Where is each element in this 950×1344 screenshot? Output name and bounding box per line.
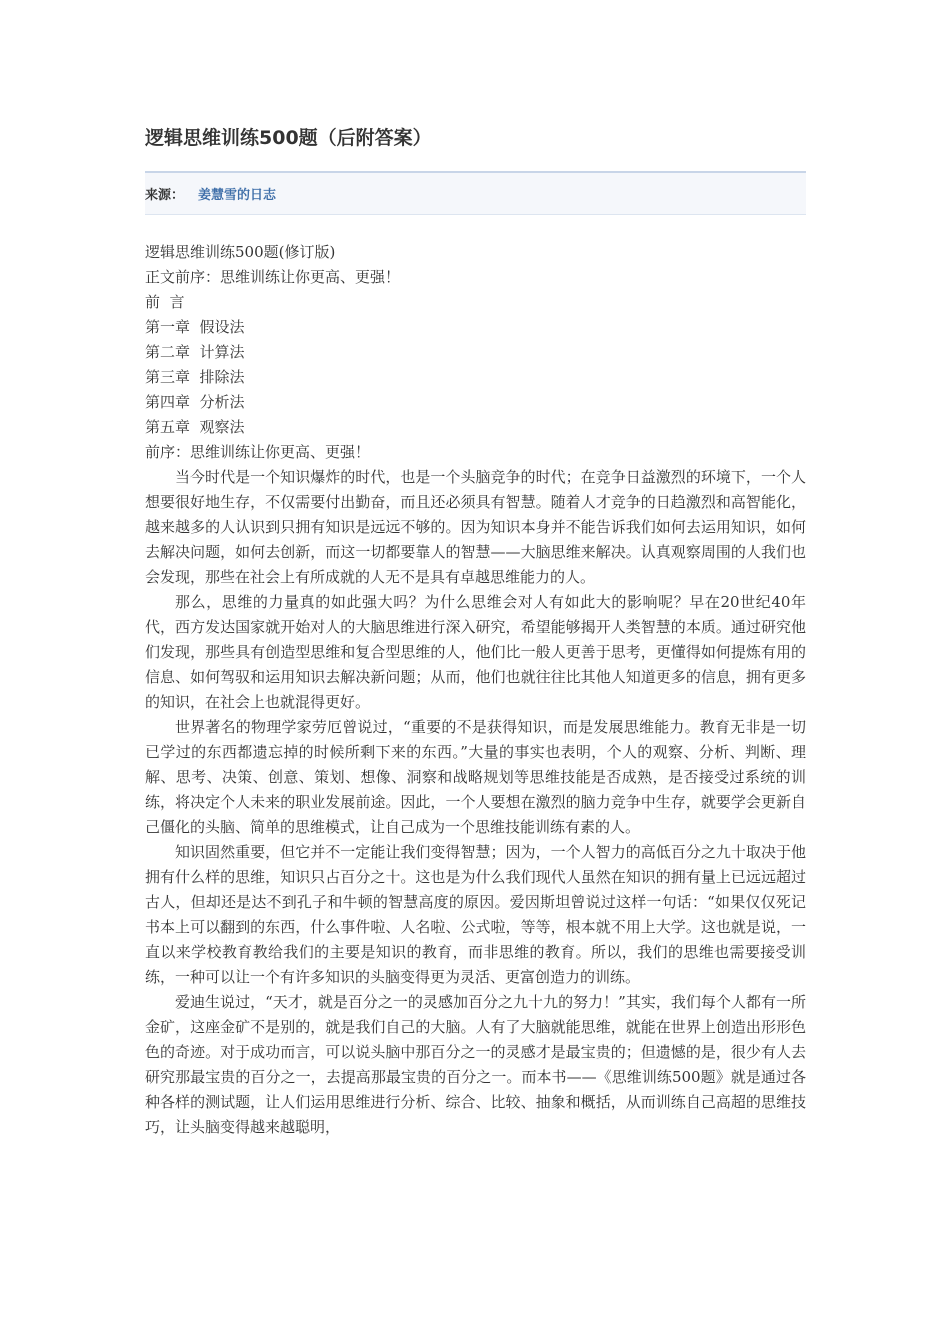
toc-line: 前 言	[145, 293, 185, 311]
article-body	[145, 240, 806, 1140]
toc-line: 第四章 分析法	[145, 393, 245, 411]
toc-line: 第一章 假设法	[145, 318, 245, 336]
toc-line: 第五章 观察法	[145, 418, 245, 436]
toc-line: 第二章 计算法	[145, 343, 245, 361]
body-paragraph: 那么，思维的力量真的如此强大吗？为什么思维会对人有如此大的影响呢？早在20世纪40年代，西方发达国家就开始对人的大脑思维进行深入研究，希望能够揭开人类智慧的本质。通过研究他们发现，那些具有创造型思维和复合型思维的人，他们比一般人更善于思考，更懂得如何提炼有用的信息、如何驾驭和运用知识去解决新问题；从而，他们也就往往比其他人知道更多的信息，拥有更多的知识，在社会上也就混得更好。	[145, 593, 806, 711]
body-paragraph: 爱迪生说过，“天才，就是百分之一的灵感加百分之九十九的努力！”其实，我们每个人都有一所金矿，这座金矿不是别的，就是我们自己的大脑。人有了大脑就能思维，就能在世界上创造出形形色色的奇迹。对于成功而言，可以说头脑中那百分之一的灵感才是最宝贵的；但遗憾的是，很少有人去研究那最宝贵的百分之一，去提高那最宝贵的百分之一。而本书——《思维训练500题》就是通过各种各样的测试题，让人们运用思维进行分析、综合、比较、抽象和概括，从而训练自己高超的思维技巧，让头脑变得越来越聪明，	[145, 993, 806, 1136]
toc-line: 正文前序：思维训练让你更高、更强！	[145, 268, 401, 286]
toc-line: 前序：思维训练让你更高、更强！	[145, 443, 371, 461]
toc-line: 第三章 排除法	[145, 368, 245, 386]
toc-line: 逻辑思维训练500题(修订版)	[145, 243, 336, 261]
article-title: 逻辑思维训练500题（后附答案）	[145, 127, 432, 149]
body-paragraph: 当今时代是一个知识爆炸的时代，也是一个头脑竞争的时代；在竞争日益激烈的环境下，一个人想要很好地生存，不仅需要付出勤奋，而且还必须具有智慧。随着人才竞争的日趋激烈和高智能化，越来越多的人认识到只拥有知识是远远不够的。因为知识本身并不能告诉我们如何去运用知识，如何去解决问题，如何去创新，而这一切都要靠人的智慧——大脑思维来解决。认真观察周围的人我们也会发现，那些在社会上有所成就的人无不是具有卓越思维能力的人。	[145, 468, 806, 586]
source-bar	[145, 171, 806, 215]
body-paragraph: 知识固然重要，但它并不一定能让我们变得智慧；因为，一个人智力的高低百分之九十取决于他拥有什么样的思维，知识只占百分之十。这也是为什么我们现代人虽然在知识的拥有量上已远远超过古人，但却还是达不到孔子和牛顿的智慧高度的原因。爱因斯坦曾说过这样一句话：“如果仅仅死记书本上可以翻到的东西，什么事件啦、人名啦、公式啦，等等，根本就不用上大学。这也就是说，一直以来学校教育教给我们的主要是知识的教育，而非思维的教育。所以，我们的思维也需要接受训练，一种可以让一个有许多知识的头脑变得更为灵活、更富创造力的训练。	[145, 843, 806, 986]
source-author-link[interactable]: 姜慧雪的日志	[198, 188, 277, 203]
body-paragraph: 世界著名的物理学家劳厄曾说过，“重要的不是获得知识，而是发展思维能力。教育无非是一切已学过的东西都遗忘掉的时候所剩下来的东西。”大量的事实也表明，个人的观察、分析、判断、理解、思考、决策、创意、策划、想像、洞察和战略规划等思维技能是否成熟，是否接受过系统的训练，将决定个人未来的职业发展前途。因此，一个人要想在激烈的脑力竞争中生存，就要学会更新自己僵化的头脑、简单的思维模式，让自己成为一个思维技能训练有素的人。	[145, 718, 806, 836]
source-label: 来源：	[145, 188, 185, 203]
